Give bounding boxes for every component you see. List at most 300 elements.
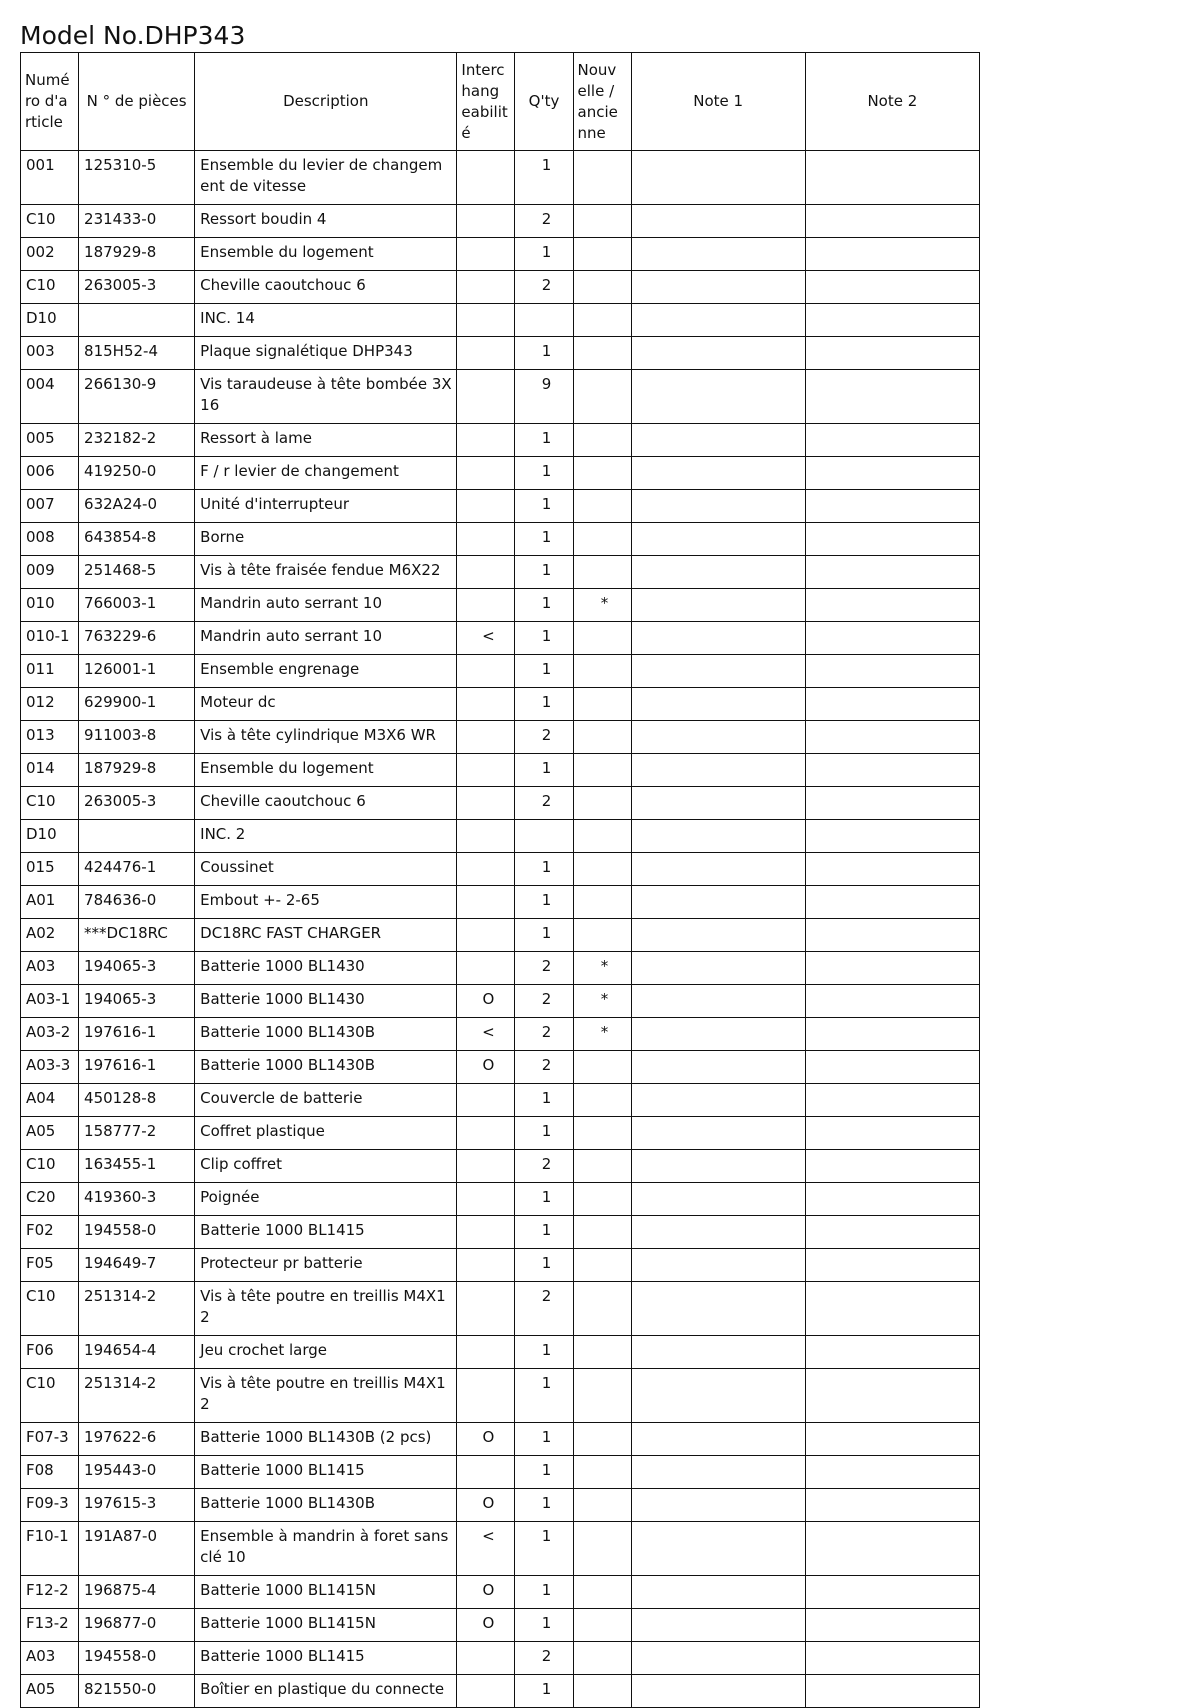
cell-item-number: 012 bbox=[21, 688, 79, 721]
cell-part-number: 163455-1 bbox=[79, 1150, 195, 1183]
cell-quantity: 1 bbox=[515, 754, 573, 787]
cell-note-1 bbox=[631, 622, 805, 655]
cell-description: Ensemble du logement bbox=[195, 754, 457, 787]
cell-part-number: 251314-2 bbox=[79, 1369, 195, 1423]
table-row bbox=[21, 1051, 980, 1084]
cell-item-number: F09-3 bbox=[21, 1489, 79, 1522]
cell-new-old bbox=[573, 457, 631, 490]
table-row bbox=[21, 490, 980, 523]
cell-description: Boîtier en plastique du connecte bbox=[195, 1675, 457, 1708]
cell-part-number: 419250-0 bbox=[79, 457, 195, 490]
cell-description: Embout +- 2-65 bbox=[195, 886, 457, 919]
cell-item-number: A02 bbox=[21, 919, 79, 952]
cell-item-number: A03-3 bbox=[21, 1051, 79, 1084]
cell-new-old bbox=[573, 655, 631, 688]
cell-description: Ensemble engrenage bbox=[195, 655, 457, 688]
table-row bbox=[21, 754, 980, 787]
cell-description: Moteur dc bbox=[195, 688, 457, 721]
cell-note-1 bbox=[631, 820, 805, 853]
cell-part-number: 196877-0 bbox=[79, 1609, 195, 1642]
cell-description: Cheville caoutchouc 6 bbox=[195, 271, 457, 304]
cell-description: Batterie 1000 BL1430B bbox=[195, 1489, 457, 1522]
cell-part-number: 266130-9 bbox=[79, 370, 195, 424]
cell-description: Vis taraudeuse à tête bombée 3X 16 bbox=[195, 370, 457, 424]
cell-interchangeability: < bbox=[457, 1018, 515, 1051]
cell-part-number: 629900-1 bbox=[79, 688, 195, 721]
cell-note-1 bbox=[631, 1522, 805, 1576]
cell-note-1 bbox=[631, 556, 805, 589]
cell-note-1 bbox=[631, 304, 805, 337]
cell-interchangeability bbox=[457, 688, 515, 721]
cell-note-2 bbox=[805, 337, 979, 370]
cell-quantity: 1 bbox=[515, 688, 573, 721]
cell-part-number: 821550-0 bbox=[79, 1675, 195, 1708]
cell-new-old: * bbox=[573, 985, 631, 1018]
cell-interchangeability bbox=[457, 721, 515, 754]
cell-description: Mandrin auto serrant 10 bbox=[195, 589, 457, 622]
cell-item-number: 004 bbox=[21, 370, 79, 424]
cell-note-1 bbox=[631, 1249, 805, 1282]
cell-note-1 bbox=[631, 1282, 805, 1336]
cell-description: Borne bbox=[195, 523, 457, 556]
cell-interchangeability bbox=[457, 1249, 515, 1282]
cell-part-number: 158777-2 bbox=[79, 1117, 195, 1150]
cell-part-number: 197622-6 bbox=[79, 1423, 195, 1456]
cell-new-old bbox=[573, 820, 631, 853]
cell-quantity: 1 bbox=[515, 919, 573, 952]
cell-note-1 bbox=[631, 1018, 805, 1051]
table-row bbox=[21, 1336, 980, 1369]
header-row bbox=[21, 53, 980, 151]
cell-new-old: * bbox=[573, 1018, 631, 1051]
cell-interchangeability bbox=[457, 490, 515, 523]
cell-note-2 bbox=[805, 1084, 979, 1117]
cell-description: Batterie 1000 BL1415 bbox=[195, 1642, 457, 1675]
cell-description: Coffret plastique bbox=[195, 1117, 457, 1150]
cell-note-1 bbox=[631, 1051, 805, 1084]
cell-note-1 bbox=[631, 1336, 805, 1369]
cell-item-number: 008 bbox=[21, 523, 79, 556]
table-row bbox=[21, 985, 980, 1018]
cell-note-2 bbox=[805, 370, 979, 424]
cell-interchangeability bbox=[457, 337, 515, 370]
cell-part-number: 766003-1 bbox=[79, 589, 195, 622]
table-row bbox=[21, 337, 980, 370]
table-row bbox=[21, 370, 980, 424]
cell-interchangeability bbox=[457, 1117, 515, 1150]
table-row bbox=[21, 919, 980, 952]
cell-item-number: A01 bbox=[21, 886, 79, 919]
cell-part-number: 263005-3 bbox=[79, 787, 195, 820]
table-row bbox=[21, 1369, 980, 1423]
cell-note-1 bbox=[631, 1609, 805, 1642]
cell-note-2 bbox=[805, 1675, 979, 1708]
cell-interchangeability bbox=[457, 1084, 515, 1117]
cell-note-1 bbox=[631, 1150, 805, 1183]
cell-description: F / r levier de changement bbox=[195, 457, 457, 490]
cell-item-number: 014 bbox=[21, 754, 79, 787]
parts-table-body bbox=[21, 151, 980, 1708]
cell-item-number: 005 bbox=[21, 424, 79, 457]
cell-description: Vis à tête poutre en treillis M4X1 2 bbox=[195, 1369, 457, 1423]
cell-quantity: 1 bbox=[515, 556, 573, 589]
cell-quantity: 1 bbox=[515, 490, 573, 523]
cell-description: Batterie 1000 BL1430 bbox=[195, 985, 457, 1018]
table-row bbox=[21, 556, 980, 589]
cell-new-old bbox=[573, 1150, 631, 1183]
cell-note-1 bbox=[631, 787, 805, 820]
cell-part-number: 194654-4 bbox=[79, 1336, 195, 1369]
cell-interchangeability: O bbox=[457, 1576, 515, 1609]
cell-quantity: 2 bbox=[515, 1150, 573, 1183]
cell-description: Ensemble du logement bbox=[195, 238, 457, 271]
cell-note-1 bbox=[631, 853, 805, 886]
cell-item-number: F13-2 bbox=[21, 1609, 79, 1642]
cell-new-old bbox=[573, 304, 631, 337]
cell-note-2 bbox=[805, 1018, 979, 1051]
table-row bbox=[21, 271, 980, 304]
cell-quantity: 1 bbox=[515, 1576, 573, 1609]
cell-description: Cheville caoutchouc 6 bbox=[195, 787, 457, 820]
cell-new-old bbox=[573, 787, 631, 820]
cell-quantity: 1 bbox=[515, 1423, 573, 1456]
table-row bbox=[21, 820, 980, 853]
cell-quantity: 2 bbox=[515, 1051, 573, 1084]
cell-interchangeability: O bbox=[457, 1609, 515, 1642]
cell-note-1 bbox=[631, 1456, 805, 1489]
cell-part-number: 197616-1 bbox=[79, 1051, 195, 1084]
cell-item-number: 002 bbox=[21, 238, 79, 271]
cell-interchangeability: < bbox=[457, 622, 515, 655]
cell-note-2 bbox=[805, 1423, 979, 1456]
cell-quantity: 1 bbox=[515, 1522, 573, 1576]
cell-quantity: 1 bbox=[515, 1609, 573, 1642]
cell-note-2 bbox=[805, 1183, 979, 1216]
cell-interchangeability: O bbox=[457, 1489, 515, 1522]
cell-quantity: 1 bbox=[515, 1216, 573, 1249]
cell-description: Unité d'interrupteur bbox=[195, 490, 457, 523]
table-row bbox=[21, 1150, 980, 1183]
cell-part-number: 450128-8 bbox=[79, 1084, 195, 1117]
cell-interchangeability bbox=[457, 556, 515, 589]
cell-note-2 bbox=[805, 271, 979, 304]
cell-note-1 bbox=[631, 1675, 805, 1708]
cell-quantity: 1 bbox=[515, 1336, 573, 1369]
table-row bbox=[21, 1522, 980, 1576]
cell-part-number: 194065-3 bbox=[79, 985, 195, 1018]
cell-note-2 bbox=[805, 1336, 979, 1369]
cell-interchangeability bbox=[457, 238, 515, 271]
cell-new-old bbox=[573, 370, 631, 424]
cell-new-old: * bbox=[573, 589, 631, 622]
cell-note-1 bbox=[631, 886, 805, 919]
cell-note-1 bbox=[631, 1576, 805, 1609]
cell-new-old bbox=[573, 1369, 631, 1423]
cell-note-2 bbox=[805, 1489, 979, 1522]
cell-interchangeability bbox=[457, 1336, 515, 1369]
cell-note-2 bbox=[805, 523, 979, 556]
cell-new-old bbox=[573, 1675, 631, 1708]
cell-note-2 bbox=[805, 1456, 979, 1489]
cell-note-2 bbox=[805, 886, 979, 919]
page-title: Model No.DHP343 bbox=[20, 21, 246, 50]
cell-new-old bbox=[573, 523, 631, 556]
cell-note-2 bbox=[805, 1216, 979, 1249]
header-interchangeability: Interc hang eabilit é bbox=[457, 53, 515, 151]
cell-item-number: F02 bbox=[21, 1216, 79, 1249]
cell-part-number: 196875-4 bbox=[79, 1576, 195, 1609]
cell-quantity bbox=[515, 820, 573, 853]
cell-note-2 bbox=[805, 1249, 979, 1282]
parts-table bbox=[20, 52, 980, 1708]
cell-note-2 bbox=[805, 1642, 979, 1675]
cell-note-2 bbox=[805, 853, 979, 886]
cell-description: Ressort à lame bbox=[195, 424, 457, 457]
header-note-2: Note 2 bbox=[805, 53, 979, 151]
cell-interchangeability bbox=[457, 523, 515, 556]
cell-note-2 bbox=[805, 820, 979, 853]
cell-item-number: A05 bbox=[21, 1675, 79, 1708]
cell-quantity: 1 bbox=[515, 886, 573, 919]
table-row bbox=[21, 457, 980, 490]
table-row bbox=[21, 1117, 980, 1150]
table-row bbox=[21, 853, 980, 886]
cell-note-2 bbox=[805, 787, 979, 820]
cell-note-2 bbox=[805, 490, 979, 523]
table-row bbox=[21, 205, 980, 238]
cell-description: Clip coffret bbox=[195, 1150, 457, 1183]
cell-description: Batterie 1000 BL1415N bbox=[195, 1576, 457, 1609]
cell-item-number: C10 bbox=[21, 1150, 79, 1183]
cell-part-number: 197616-1 bbox=[79, 1018, 195, 1051]
cell-item-number: C10 bbox=[21, 1369, 79, 1423]
cell-new-old bbox=[573, 1522, 631, 1576]
cell-description: Poignée bbox=[195, 1183, 457, 1216]
table-row bbox=[21, 1183, 980, 1216]
cell-note-2 bbox=[805, 589, 979, 622]
cell-note-1 bbox=[631, 1423, 805, 1456]
header-item-number: Numé ro d'a rticle bbox=[21, 53, 79, 151]
cell-interchangeability bbox=[457, 655, 515, 688]
cell-quantity: 1 bbox=[515, 424, 573, 457]
cell-note-1 bbox=[631, 271, 805, 304]
cell-note-2 bbox=[805, 424, 979, 457]
cell-quantity: 2 bbox=[515, 1642, 573, 1675]
cell-note-2 bbox=[805, 721, 979, 754]
cell-note-2 bbox=[805, 1150, 979, 1183]
cell-note-2 bbox=[805, 1522, 979, 1576]
cell-note-1 bbox=[631, 1489, 805, 1522]
cell-interchangeability bbox=[457, 271, 515, 304]
table-row bbox=[21, 589, 980, 622]
cell-description: INC. 2 bbox=[195, 820, 457, 853]
cell-part-number: 784636-0 bbox=[79, 886, 195, 919]
cell-quantity: 1 bbox=[515, 1489, 573, 1522]
cell-part-number: 632A24-0 bbox=[79, 490, 195, 523]
table-row bbox=[21, 304, 980, 337]
cell-note-1 bbox=[631, 754, 805, 787]
cell-part-number: 194558-0 bbox=[79, 1216, 195, 1249]
cell-description: DC18RC FAST CHARGER bbox=[195, 919, 457, 952]
cell-description: Vis à tête poutre en treillis M4X1 2 bbox=[195, 1282, 457, 1336]
cell-note-2 bbox=[805, 1369, 979, 1423]
cell-quantity: 1 bbox=[515, 1675, 573, 1708]
cell-note-2 bbox=[805, 622, 979, 655]
table-row bbox=[21, 688, 980, 721]
cell-part-number: 197615-3 bbox=[79, 1489, 195, 1522]
cell-note-2 bbox=[805, 919, 979, 952]
table-row bbox=[21, 523, 980, 556]
cell-note-2 bbox=[805, 1282, 979, 1336]
cell-note-1 bbox=[631, 151, 805, 205]
cell-note-1 bbox=[631, 919, 805, 952]
cell-part-number: 643854-8 bbox=[79, 523, 195, 556]
cell-interchangeability: O bbox=[457, 985, 515, 1018]
header-new-old: Nouv elle / ancie nne bbox=[573, 53, 631, 151]
cell-description: INC. 14 bbox=[195, 304, 457, 337]
cell-new-old bbox=[573, 238, 631, 271]
table-row bbox=[21, 424, 980, 457]
table-row bbox=[21, 1249, 980, 1282]
cell-item-number: C20 bbox=[21, 1183, 79, 1216]
cell-description: Ensemble du levier de changem ent de vitesse bbox=[195, 151, 457, 205]
cell-quantity: 1 bbox=[515, 622, 573, 655]
cell-quantity: 2 bbox=[515, 205, 573, 238]
cell-item-number: F05 bbox=[21, 1249, 79, 1282]
cell-item-number: 013 bbox=[21, 721, 79, 754]
cell-description: Vis à tête fraisée fendue M6X22 bbox=[195, 556, 457, 589]
table-row bbox=[21, 655, 980, 688]
cell-interchangeability bbox=[457, 205, 515, 238]
cell-interchangeability bbox=[457, 304, 515, 337]
cell-description: Ressort boudin 4 bbox=[195, 205, 457, 238]
table-row bbox=[21, 1576, 980, 1609]
cell-item-number: 009 bbox=[21, 556, 79, 589]
cell-quantity: 1 bbox=[515, 589, 573, 622]
cell-note-1 bbox=[631, 490, 805, 523]
cell-item-number: F10-1 bbox=[21, 1522, 79, 1576]
cell-description: Protecteur pr batterie bbox=[195, 1249, 457, 1282]
cell-quantity: 1 bbox=[515, 457, 573, 490]
cell-new-old bbox=[573, 205, 631, 238]
cell-new-old bbox=[573, 919, 631, 952]
cell-item-number: F06 bbox=[21, 1336, 79, 1369]
cell-item-number: A03 bbox=[21, 952, 79, 985]
cell-interchangeability bbox=[457, 424, 515, 457]
cell-item-number: F08 bbox=[21, 1456, 79, 1489]
cell-description: Batterie 1000 BL1415 bbox=[195, 1456, 457, 1489]
cell-new-old bbox=[573, 1249, 631, 1282]
cell-item-number: A03 bbox=[21, 1642, 79, 1675]
cell-part-number: 195443-0 bbox=[79, 1456, 195, 1489]
cell-item-number: 010-1 bbox=[21, 622, 79, 655]
cell-note-1 bbox=[631, 205, 805, 238]
table-row bbox=[21, 1423, 980, 1456]
cell-part-number: 419360-3 bbox=[79, 1183, 195, 1216]
cell-part-number: 194649-7 bbox=[79, 1249, 195, 1282]
cell-interchangeability bbox=[457, 151, 515, 205]
cell-note-2 bbox=[805, 556, 979, 589]
cell-interchangeability bbox=[457, 457, 515, 490]
cell-quantity: 1 bbox=[515, 238, 573, 271]
header-part-number: N ° de pièces bbox=[79, 53, 195, 151]
cell-part-number: 251468-5 bbox=[79, 556, 195, 589]
cell-part-number: 187929-8 bbox=[79, 238, 195, 271]
cell-quantity: 2 bbox=[515, 1282, 573, 1336]
cell-part-number: 251314-2 bbox=[79, 1282, 195, 1336]
cell-part-number: 263005-3 bbox=[79, 271, 195, 304]
cell-item-number: F07-3 bbox=[21, 1423, 79, 1456]
cell-quantity: 2 bbox=[515, 985, 573, 1018]
table-row bbox=[21, 1084, 980, 1117]
cell-description: Vis à tête cylindrique M3X6 WR bbox=[195, 721, 457, 754]
cell-note-2 bbox=[805, 205, 979, 238]
cell-item-number: 010 bbox=[21, 589, 79, 622]
cell-part-number: 232182-2 bbox=[79, 424, 195, 457]
cell-quantity: 1 bbox=[515, 655, 573, 688]
cell-quantity: 2 bbox=[515, 952, 573, 985]
cell-description: Batterie 1000 BL1415 bbox=[195, 1216, 457, 1249]
cell-new-old bbox=[573, 490, 631, 523]
cell-quantity: 2 bbox=[515, 1018, 573, 1051]
cell-part-number: 191A87-0 bbox=[79, 1522, 195, 1576]
cell-part-number: 194558-0 bbox=[79, 1642, 195, 1675]
cell-new-old bbox=[573, 1084, 631, 1117]
cell-quantity bbox=[515, 304, 573, 337]
cell-item-number: F12-2 bbox=[21, 1576, 79, 1609]
table-row bbox=[21, 1282, 980, 1336]
table-row bbox=[21, 721, 980, 754]
cell-interchangeability bbox=[457, 1369, 515, 1423]
cell-note-2 bbox=[805, 304, 979, 337]
table-row bbox=[21, 1609, 980, 1642]
cell-new-old bbox=[573, 1216, 631, 1249]
cell-interchangeability bbox=[457, 952, 515, 985]
cell-quantity: 1 bbox=[515, 1183, 573, 1216]
cell-new-old bbox=[573, 1336, 631, 1369]
table-row bbox=[21, 1642, 980, 1675]
cell-note-1 bbox=[631, 1084, 805, 1117]
cell-quantity: 1 bbox=[515, 337, 573, 370]
cell-quantity: 1 bbox=[515, 523, 573, 556]
cell-item-number: 015 bbox=[21, 853, 79, 886]
cell-quantity: 1 bbox=[515, 1369, 573, 1423]
cell-item-number: 007 bbox=[21, 490, 79, 523]
cell-note-2 bbox=[805, 688, 979, 721]
cell-interchangeability bbox=[457, 1282, 515, 1336]
table-row bbox=[21, 1018, 980, 1051]
cell-note-1 bbox=[631, 688, 805, 721]
cell-note-1 bbox=[631, 370, 805, 424]
cell-new-old: * bbox=[573, 952, 631, 985]
cell-interchangeability bbox=[457, 1216, 515, 1249]
cell-new-old bbox=[573, 622, 631, 655]
cell-new-old bbox=[573, 1117, 631, 1150]
cell-item-number: A03-2 bbox=[21, 1018, 79, 1051]
cell-item-number: 006 bbox=[21, 457, 79, 490]
table-row bbox=[21, 622, 980, 655]
cell-interchangeability bbox=[457, 754, 515, 787]
cell-item-number: 003 bbox=[21, 337, 79, 370]
table-row bbox=[21, 787, 980, 820]
cell-interchangeability: O bbox=[457, 1423, 515, 1456]
cell-quantity: 2 bbox=[515, 787, 573, 820]
cell-description: Ensemble à mandrin à foret sans clé 10 bbox=[195, 1522, 457, 1576]
cell-description: Batterie 1000 BL1430 bbox=[195, 952, 457, 985]
cell-new-old bbox=[573, 1489, 631, 1522]
cell-note-1 bbox=[631, 337, 805, 370]
cell-new-old bbox=[573, 853, 631, 886]
